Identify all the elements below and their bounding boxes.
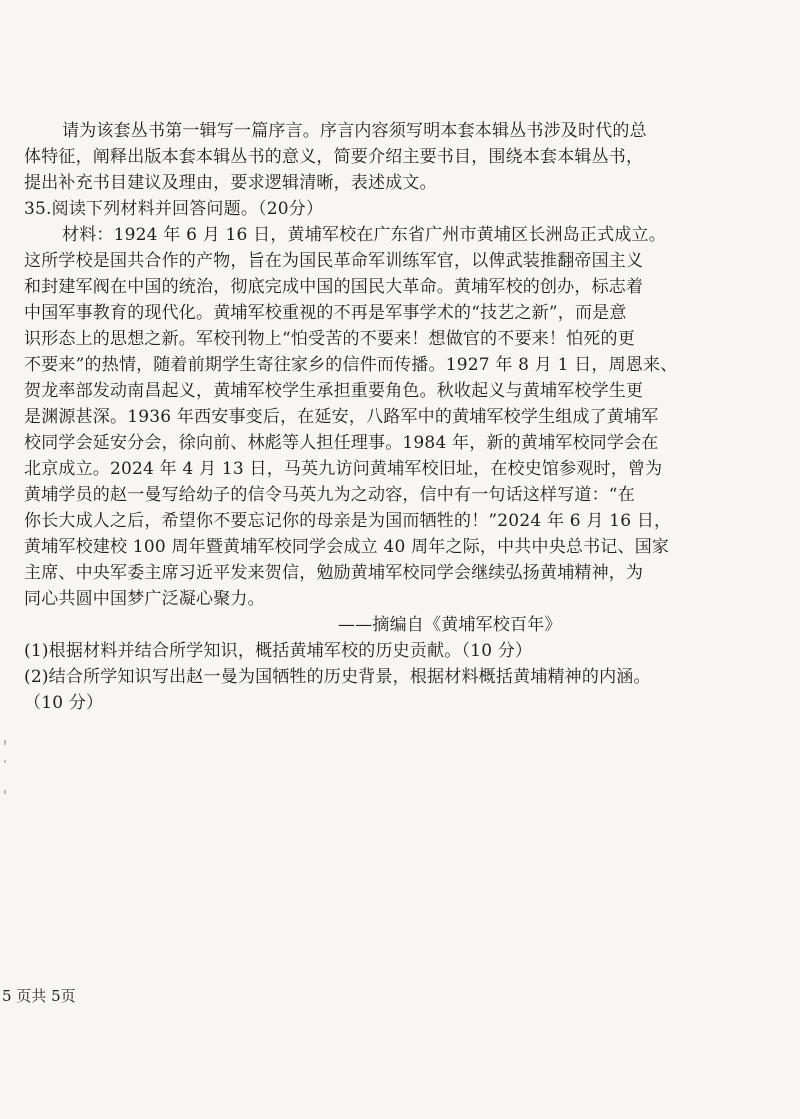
intro-line: 提出补充书目建议及理由，要求逻辑清晰，表述成文。 (24, 173, 437, 193)
material-line: 是渊源甚深。1936 年西安事变后，在延安，八路军中的黄埔军校学生组成了黄埔军 (24, 407, 659, 427)
material-source: ——摘编自《黄埔军校百年》 (338, 615, 562, 635)
material-line: 不要来”的热情，随着前期学生寄往家乡的信件而传播。1927 年 8 月 1 日，周恩来、 (24, 355, 678, 375)
scan-speck (4, 740, 6, 745)
material-line: 主席、中央军委主席习近平发来贺信，勉励黄埔军校同学会继续弘扬黄埔精神，为 (24, 563, 644, 583)
material-line: 材料：1924 年 6 月 16 日，黄埔军校在广东省广州市黄埔区长洲岛正式成立。 (62, 225, 666, 245)
material-line: 你长大成人之后，希望你不要忘记你的母亲是为国而牺牲的！”2024 年 6 月 16 日， (24, 511, 672, 531)
intro-line: 体特征，阐释出版本套本辑丛书的意义，简要介绍主要书目，围绕本套本辑丛书， (24, 147, 644, 167)
material-line: 黄埔学员的赵一曼写给幼子的信令马英九为之动容，信中有一句话这样写道：“在 (24, 485, 635, 505)
material-line: 这所学校是国共合作的产物，旨在为国民革命军训练军官，以俾武装推翻帝国主义 (24, 251, 644, 271)
material-line: 同心共圆中国梦广泛凝心聚力。 (24, 589, 265, 609)
material-line: 识形态上的思想之新。军校刊物上“怕受苦的不要来！想做官的不要来！怕死的更 (24, 329, 635, 349)
material-line: 中国军事教育的现代化。黄埔军校重视的不再是军事学术的“技艺之新”，而是意 (24, 303, 627, 323)
sub-question-2: (2)结合所学知识写出赵一曼为国牺牲的历史背景，根据材料概括黄埔精神的内涵。 (24, 667, 651, 687)
intro-line: 请为该套丛书第一辑写一篇序言。序言内容须写明本套本辑丛书涉及时代的总 (62, 121, 647, 141)
material-line: 贺龙率部发动南昌起义，黄埔军校学生承担重要角色。秋收起义与黄埔军校学生更 (24, 381, 644, 401)
page-number: 5 页共 5页 (2, 987, 76, 1005)
material-line: 和封建军阀在中国的统治，彻底完成中国的国民大革命。黄埔军校的创办，标志着 (24, 277, 644, 297)
material-line: 北京成立。2024 年 4 月 13 日，马英九访问黄埔军校旧址，在校史馆参观时，曾为 (24, 459, 663, 479)
scan-speck (4, 760, 6, 763)
sub-question-2-score: （10 分） (24, 693, 104, 713)
material-line: 校同学会延安分会，徐向前、林彪等人担任理事。1984 年，新的黄埔军校同学会在 (24, 433, 659, 453)
material-line: 黄埔军校建校 100 周年暨黄埔军校同学会成立 40 周年之际，中共中央总书记、国家 (24, 537, 670, 557)
scan-speck (4, 790, 6, 794)
sub-question-1: (1)根据材料并结合所学知识，概括黄埔军校的历史贡献。（10 分） (24, 641, 533, 661)
question-header: 35.阅读下列材料并回答问题。（20分） (24, 199, 324, 219)
